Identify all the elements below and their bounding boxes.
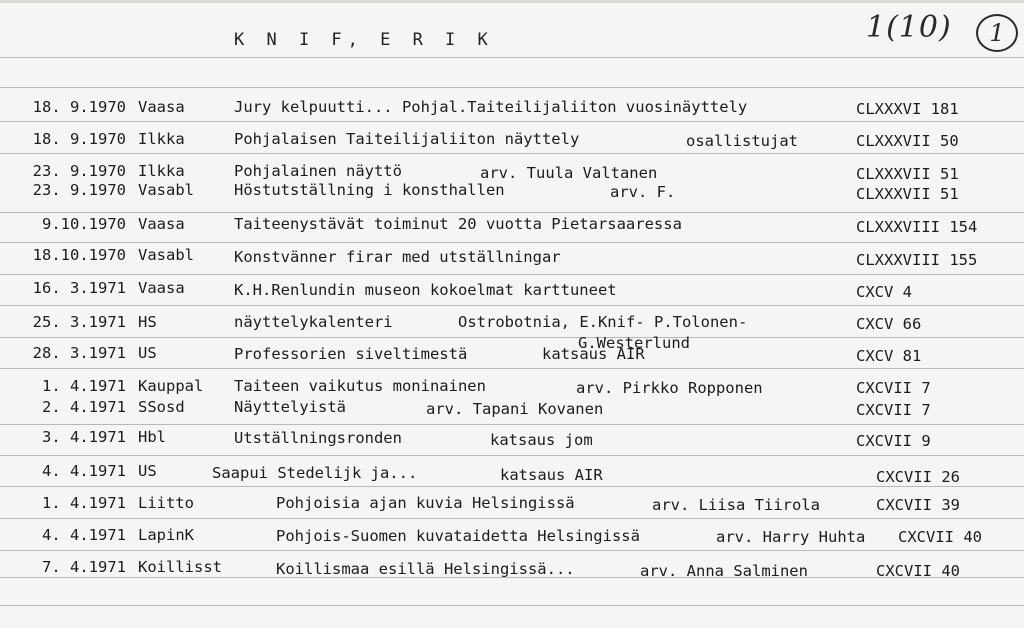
- entry-source: Ilkka: [138, 130, 185, 148]
- card-top-edge: [0, 0, 1024, 3]
- entry-ref: CLXXXVII 50: [856, 132, 959, 150]
- entry-date: 3. 4.1971: [42, 428, 126, 446]
- entry-ref: CXCV 66: [856, 315, 922, 333]
- entry-ref: CXCV 4: [856, 283, 912, 301]
- entry-date: 18. 9.1970: [32, 130, 126, 148]
- card-name: K N I F, E R I K: [234, 30, 494, 50]
- ruled-line: [0, 242, 1024, 243]
- entry-note: arv. Pirkko Ropponen: [576, 379, 763, 397]
- entry-source: Kauppal: [138, 377, 204, 395]
- entry-note: katsaus jom: [490, 431, 593, 449]
- ruled-line: [0, 455, 1024, 456]
- entry-title: Pohjalaisen Taiteilijaliiton näyttely: [234, 130, 580, 148]
- entry-source: Liitto: [138, 494, 194, 512]
- ruled-line: [0, 212, 1024, 213]
- entry-ref: CLXXXVIII 154: [856, 218, 978, 236]
- entry-ref: CXCVII 7: [856, 379, 931, 397]
- ruled-line: [0, 153, 1024, 154]
- entry-date: 1. 4.1971: [42, 377, 126, 395]
- entry-date: 16. 3.1971: [32, 279, 126, 297]
- entry-title: Utställningsronden: [234, 429, 402, 447]
- ruled-line: [0, 87, 1024, 88]
- ruled-line: [0, 368, 1024, 369]
- entry-source: LapinK: [138, 526, 194, 544]
- entry-title: Jury kelpuutti... Pohjal.Taiteilijaliiton vuosinäyttely: [234, 98, 748, 116]
- entry-title: Taiteenystävät toiminut 20 vuotta Pietarsaaressa: [234, 215, 682, 233]
- entry-source: Vaasa: [138, 215, 185, 233]
- entry-title: Höstutställning i konsthallen: [234, 181, 505, 199]
- entry-source: US: [138, 344, 157, 362]
- entry-title: Professorien siveltimestä: [234, 345, 468, 363]
- entry-title: Konstvänner firar med utställningar: [234, 248, 561, 266]
- entry-date: 18. 9.1970: [32, 98, 126, 116]
- entry-date: 28. 3.1971: [32, 344, 126, 362]
- entry-source: SSosd: [138, 398, 185, 416]
- entry-ref: CLXXXVII 51: [856, 165, 959, 183]
- ruled-line: [0, 550, 1024, 551]
- entry-note: katsaus AIR: [500, 466, 603, 484]
- circled-number: 1: [976, 14, 1018, 52]
- entry-note-continued: G.Westerlund: [578, 334, 690, 352]
- archive-mark: 1(10): [866, 10, 952, 45]
- entry-source: HS: [138, 313, 157, 331]
- entry-note: arv. Anna Salminen: [640, 562, 808, 580]
- entry-ref: CLXXXVI 181: [856, 100, 959, 118]
- entry-title: näyttelykalenteri: [234, 313, 393, 331]
- ruled-line: [0, 424, 1024, 425]
- entry-ref: CLXXXVIII 155: [856, 251, 978, 269]
- entry-date: 4. 4.1971: [42, 462, 126, 480]
- ruled-line: [0, 274, 1024, 275]
- entry-date: 7. 4.1971: [42, 558, 126, 576]
- entry-ref: CXCVII 39: [876, 496, 960, 514]
- entry-source: Vasabl: [138, 246, 194, 264]
- entry-ref: CLXXXVII 51: [856, 185, 959, 203]
- entry-date: 4. 4.1971: [42, 526, 126, 544]
- entry-ref: CXCVII 26: [876, 468, 960, 486]
- entry-source: Vaasa: [138, 98, 185, 116]
- ruled-line: [0, 121, 1024, 122]
- entry-ref: CXCVII 40: [876, 562, 960, 580]
- entry-ref: CXCVII 7: [856, 401, 931, 419]
- entry-note: osallistujat: [686, 132, 798, 150]
- entry-ref: CXCVII 40: [898, 528, 982, 546]
- entry-ref: CXCVII 9: [856, 432, 931, 450]
- entry-source: Vaasa: [138, 279, 185, 297]
- entry-title: Koillismaa esillä Helsingissä...: [276, 560, 575, 578]
- entry-title: Näyttelyistä: [234, 398, 346, 416]
- entry-date: 18.10.1970: [32, 246, 126, 264]
- entry-source: Hbl: [138, 428, 166, 446]
- ruled-line: [0, 337, 1024, 338]
- entry-date: 2. 4.1971: [42, 398, 126, 416]
- ruled-line: [0, 486, 1024, 487]
- entry-date: 23. 9.1970: [32, 162, 126, 180]
- ruled-line: [0, 57, 1024, 58]
- entry-title: Saapui Stedelijk ja...: [212, 464, 418, 482]
- entry-title: Pohjoisia ajan kuvia Helsingissä: [276, 494, 575, 512]
- entry-title: Pohjois-Suomen kuvataidetta Helsingissä: [276, 527, 640, 545]
- entry-source: US: [138, 462, 157, 480]
- entry-note: arv. Harry Huhta: [716, 528, 866, 546]
- entry-note: arv. F.: [610, 183, 676, 201]
- entry-date: 9.10.1970: [42, 215, 126, 233]
- entry-title: K.H.Renlundin museon kokoelmat karttuneet: [234, 281, 617, 299]
- ruled-line: [0, 605, 1024, 606]
- entry-date: 23. 9.1970: [32, 181, 126, 199]
- entry-ref: CXCV 81: [856, 347, 922, 365]
- entry-source: Vasabl: [138, 181, 194, 199]
- ruled-line: [0, 305, 1024, 306]
- entry-date: 1. 4.1971: [42, 494, 126, 512]
- entry-title: Taiteen vaikutus moninainen: [234, 377, 486, 395]
- entry-date: 25. 3.1971: [32, 313, 126, 331]
- entry-title: Pohjalainen näyttö: [234, 162, 402, 180]
- entry-note: Ostrobotnia, E.Knif- P.Tolonen-: [458, 313, 748, 331]
- ruled-line: [0, 518, 1024, 519]
- entry-note: arv. Tapani Kovanen: [426, 400, 604, 418]
- entry-note: arv. Tuula Valtanen: [480, 164, 658, 182]
- entry-note: arv. Liisa Tiirola: [652, 496, 820, 514]
- entry-source: Koillisst: [138, 558, 222, 576]
- entry-note: katsaus AIR: [542, 345, 645, 363]
- entry-source: Ilkka: [138, 162, 185, 180]
